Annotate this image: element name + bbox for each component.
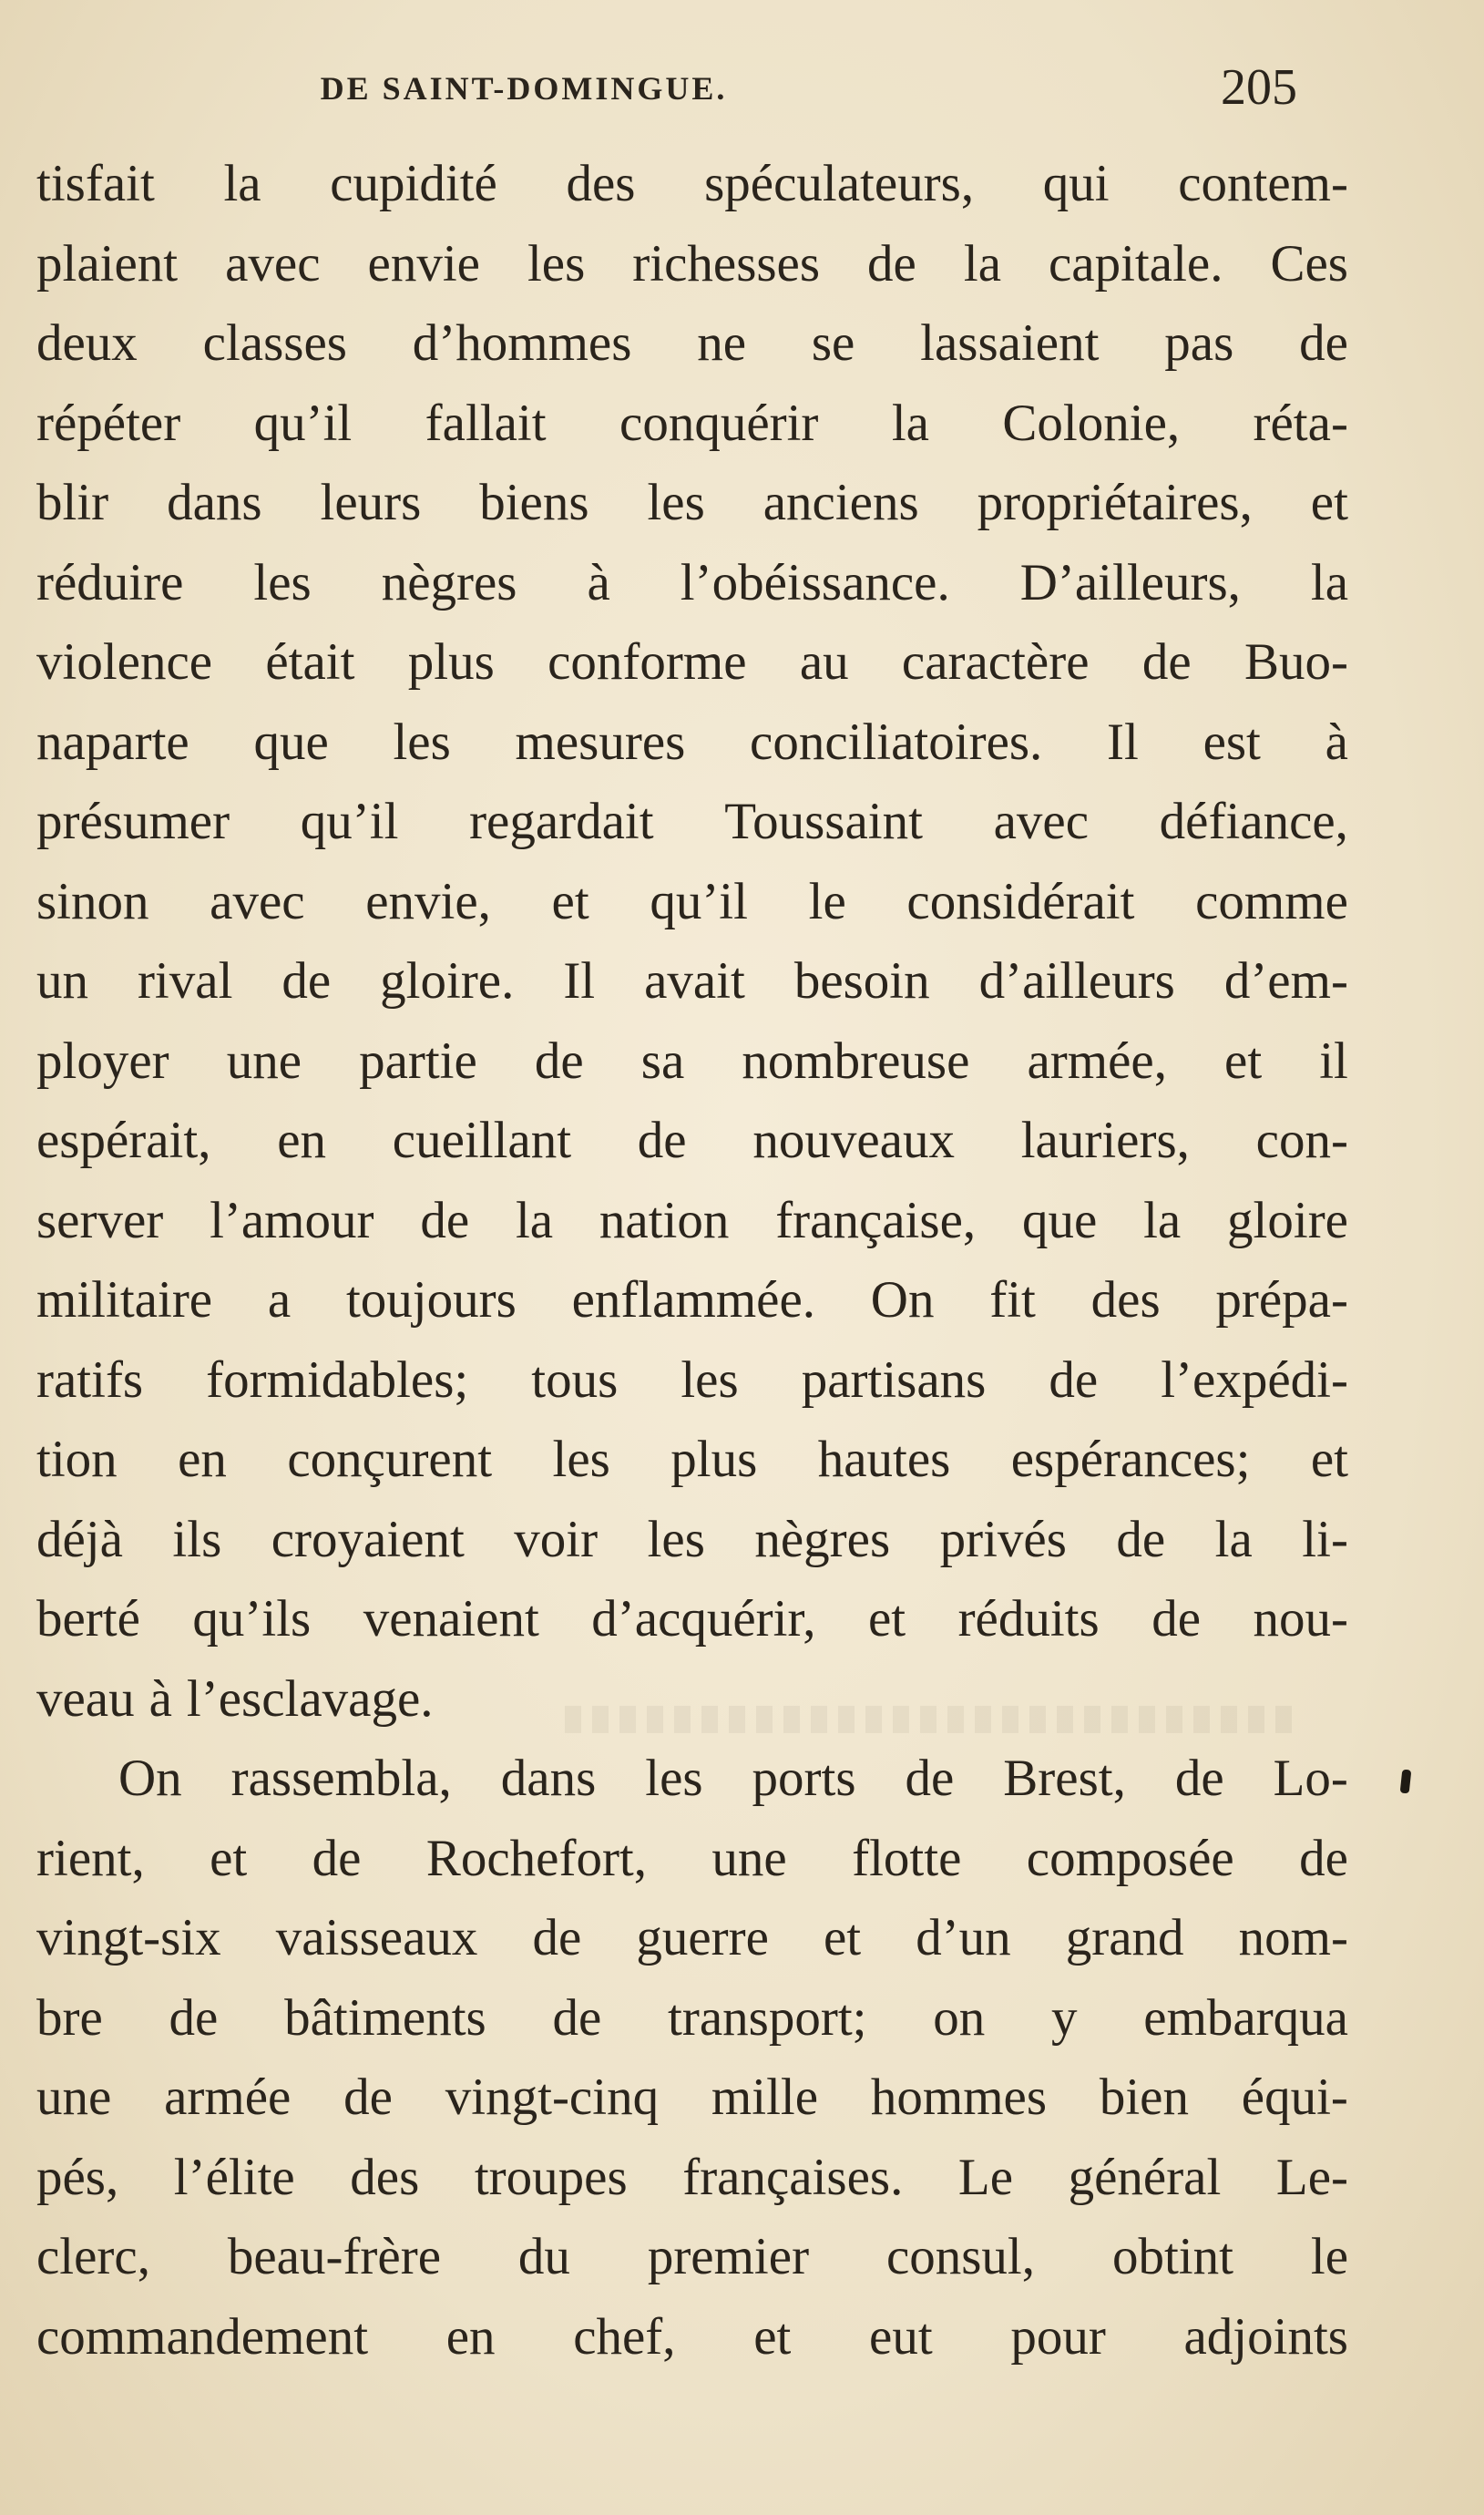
running-header: [0, 56, 1484, 120]
text-line: vingt-six vaisseaux de guerre et d’un grand nom-: [36, 1909, 1348, 1966]
margin-ink-mark: [1400, 1770, 1412, 1794]
text-line: présumer qu’il regardait Toussaint avec défiance,: [36, 793, 1348, 850]
text-line: ratifs formidables; tous les partisans de l’expédi-: [36, 1350, 1348, 1409]
text-line: veau à l’esclavage.: [36, 1669, 434, 1728]
text-line: espérait, en cueillant de nouveaux lauriers, con-: [36, 1112, 1348, 1169]
body-text: [36, 144, 1348, 2376]
running-title: DE SAINT-DOMINGUE.: [320, 70, 728, 107]
text-line: naparte que les mesures conciliatoires. Il est à: [36, 713, 1348, 771]
text-line: clerc, beau-frère du premier consul, obtint le: [36, 2228, 1348, 2285]
text-line: blir dans leurs biens les anciens propriétaires, et: [36, 474, 1348, 531]
text-line: répéter qu’il fallait conquérir la Colonie, réta-: [36, 394, 1348, 452]
text-line: pés, l’élite des troupes françaises. Le général Le-: [36, 2148, 1348, 2206]
text-line: rient, et de Rochefort, une flotte composée de: [36, 1829, 1348, 1887]
paragraph: [36, 1739, 1348, 2376]
text-line: berté qu’ils venaient d’acquérir, et réduits de nou-: [36, 1590, 1348, 1648]
text-line: une armée de vingt-cinq mille hommes bien équi-: [36, 2068, 1348, 2126]
text-line: sinon avec envie, et qu’il le considérait comme: [36, 872, 1348, 930]
text-line: server l’amour de la nation française, que la gloire: [36, 1191, 1348, 1249]
text-line: un rival de gloire. Il avait besoin d’ailleurs d’em-: [36, 952, 1348, 1010]
paragraph: [36, 144, 1348, 1739]
text-line: deux classes d’hommes ne se lassaient pas de: [36, 314, 1348, 372]
text-line: bre de bâtiments de transport; on y embarqua: [36, 1988, 1348, 2047]
text-line: réduire les nègres à l’obéissance. D’ailleurs, la: [36, 553, 1348, 611]
text-line: violence était plus conforme au caractère de Buo-: [36, 633, 1348, 691]
text-line: plaient avec envie les richesses de la capitale. Ces: [36, 234, 1348, 293]
text-line: déjà ils croyaient voir les nègres privés de la li-: [36, 1510, 1348, 1568]
text-line: ployer une partie de sa nombreuse armée, et il: [36, 1032, 1348, 1090]
text-line: tisfait la cupidité des spéculateurs, qui contem-: [36, 155, 1348, 212]
text-line: On rassembla, dans les ports de Brest, de Lo-: [118, 1750, 1348, 1807]
text-line: militaire a toujours enflammée. On fit des prépa-: [36, 1271, 1348, 1329]
text-line: commandement en chef, et eut pour adjoints: [36, 2307, 1348, 2366]
page-number: 205: [1221, 59, 1297, 116]
text-line: tion en conçurent les plus hautes espérances; et: [36, 1431, 1348, 1488]
